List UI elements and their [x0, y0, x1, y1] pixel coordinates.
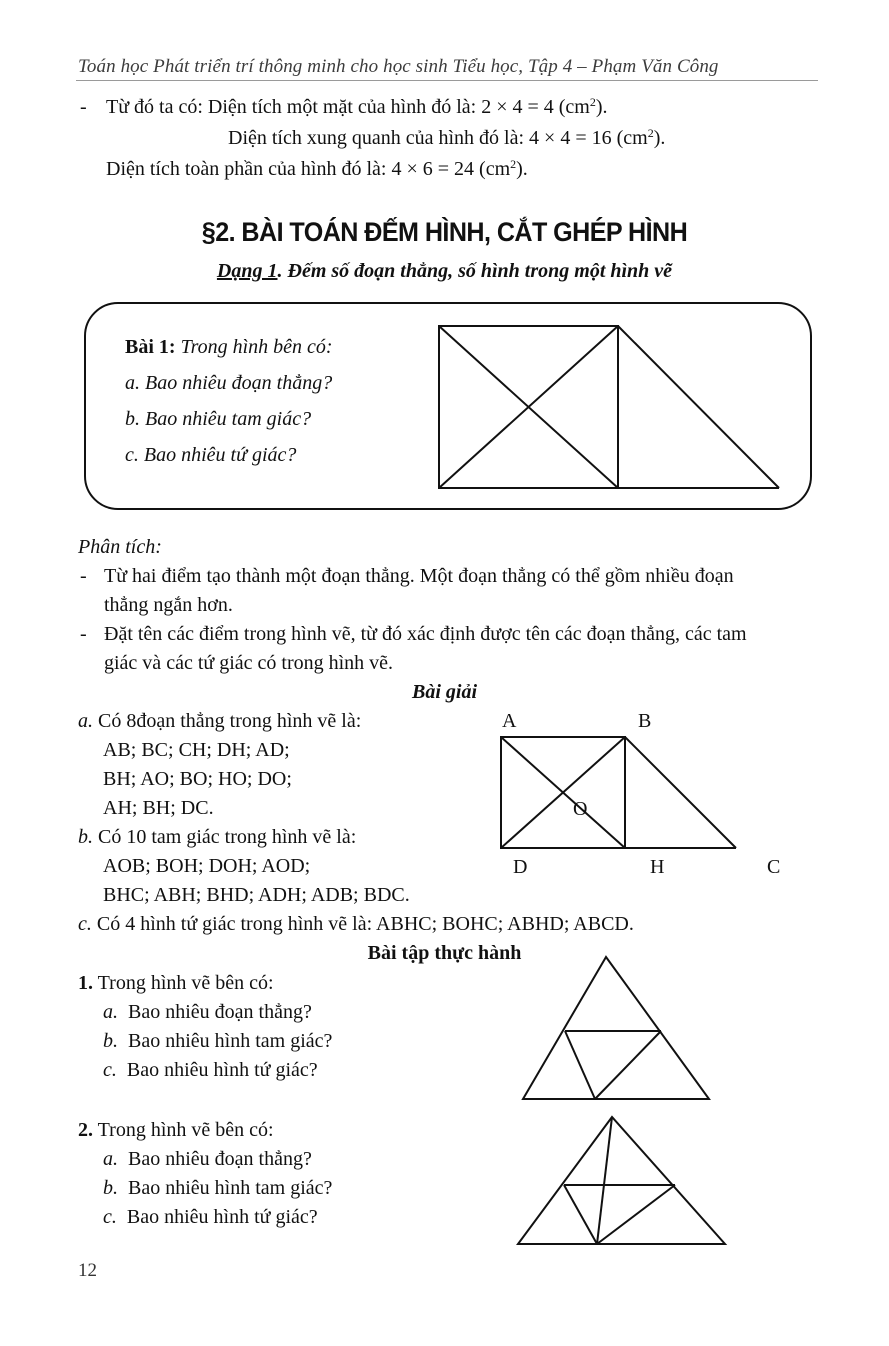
- analysis-heading: Phân tích:: [78, 536, 162, 558]
- solution-a-line2: AB; BC; CH; DH; AD;: [103, 739, 290, 761]
- label-O: O: [573, 798, 588, 820]
- dang-heading: Dạng 1. Đếm số đoạn thẳng, số hình trong một hình vẽ: [216, 260, 673, 282]
- exercise-2-item-b: b. Bao nhiêu hình tam giác?: [103, 1177, 333, 1199]
- exercise-1-lead: 1. Trong hình vẽ bên có:: [78, 972, 274, 994]
- solution-a-line1: a. Có 8đoạn thẳng trong hình vẽ là:: [78, 710, 362, 732]
- analysis-p2-line2: giác và các tứ giác có trong hình vẽ.: [104, 652, 394, 674]
- exercise-1-item-a: a. Bao nhiêu đoạn thẳng?: [103, 1001, 312, 1023]
- analysis-dash-1: -: [80, 565, 87, 587]
- intro-dash: -: [80, 96, 87, 118]
- problem-item-b: b. Bao nhiêu tam giác?: [125, 408, 312, 430]
- label-A: A: [502, 710, 517, 732]
- intro-line-2: Diện tích xung quanh của hình đó là: 4 × 4 = 16 $(cm^2)$.: [228, 126, 666, 149]
- solution-a-line4: AH; BH; DC.: [103, 797, 214, 819]
- label-C: C: [767, 856, 781, 878]
- analysis-p1-line1: Từ hai điểm tạo thành một đoạn thẳng. Một đoạn thẳng có thể gồm nhiều đoạn: [104, 565, 734, 587]
- exercise-1-item-b: b. Bao nhiêu hình tam giác?: [103, 1030, 333, 1052]
- solution-a-line3: BH; AO; BO; HO; DO;: [103, 768, 292, 790]
- practice-heading: Bài tập thực hành: [367, 942, 522, 964]
- analysis-p1-line2: thẳng ngắn hơn.: [104, 594, 233, 616]
- solution-b-line2: AOB; BOH; DOH; AOD;: [103, 855, 311, 877]
- exercise-2-item-c: c. Bao nhiêu hình tứ giác?: [103, 1206, 318, 1228]
- intro-line-3: Diện tích toàn phần của hình đó là: 4 × 6 = 24 $(cm^2)$.: [106, 157, 528, 180]
- exercise-2-lead: 2. Trong hình vẽ bên có:: [78, 1119, 274, 1141]
- solution-b-line1: b. Có 10 tam giác trong hình vẽ là:: [78, 826, 357, 848]
- label-D: D: [513, 856, 528, 878]
- page-number: 12: [78, 1260, 97, 1281]
- label-H: H: [650, 856, 665, 878]
- analysis-dash-2: -: [80, 623, 87, 645]
- solution-c-line1: c. Có 4 hình tứ giác trong hình vẽ là: ABHC; BOHC; ABHD; ABCD.: [78, 913, 634, 935]
- problem-item-a: a. Bao nhiêu đoạn thẳng?: [125, 372, 333, 394]
- problem-item-c: c. Bao nhiêu tứ giác?: [125, 444, 297, 466]
- label-B: B: [638, 710, 652, 732]
- running-header: Toán học Phát triển trí thông minh cho học sinh Tiểu học, Tập 4 – Phạm Văn Công: [78, 56, 719, 77]
- solution-heading: Bài giải: [411, 681, 477, 703]
- problem-lead: Bài 1: Trong hình bên có:: [125, 336, 333, 358]
- intro-line-1: Từ đó ta có: Diện tích một mặt của hình đó là: 2 × 4 = 4 $(cm^2)$.: [106, 95, 608, 118]
- section-title: §2. BÀI TOÁN ĐẾM HÌNH, CẮT GHÉP HÌNH: [201, 217, 688, 247]
- exercise-2-item-a: a. Bao nhiêu đoạn thẳng?: [103, 1148, 312, 1170]
- solution-b-line3: BHC; ABH; BHD; ADH; ADB; BDC.: [103, 884, 410, 906]
- exercise-1-item-c: c. Bao nhiêu hình tứ giác?: [103, 1059, 318, 1081]
- analysis-p2-line1: Đặt tên các điểm trong hình vẽ, từ đó xác định được tên các đoạn thẳng, các tam: [104, 623, 747, 645]
